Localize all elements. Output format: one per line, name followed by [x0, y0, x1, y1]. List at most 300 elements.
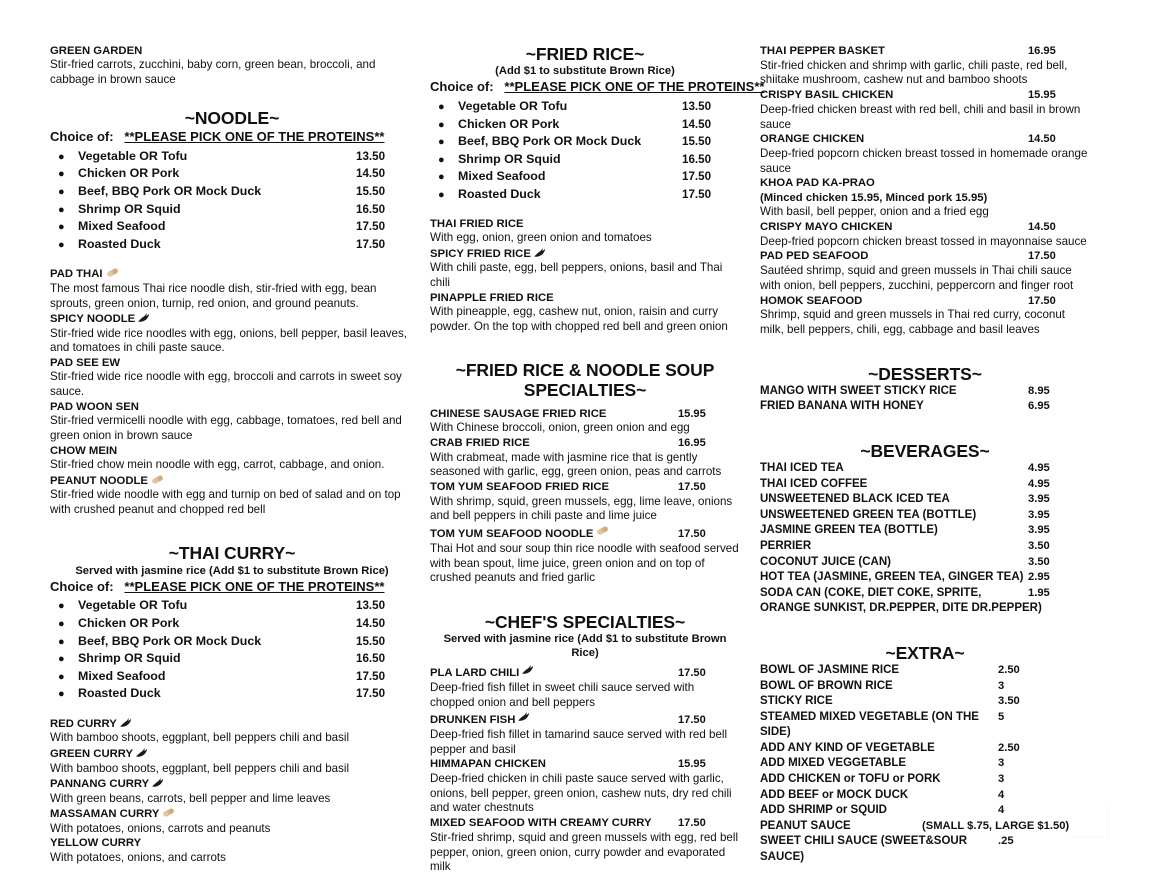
protein-name: Shrimp OR Squid: [78, 651, 181, 666]
item-name: UNSWEETENED GREEN TEA (BOTTLE): [760, 508, 977, 521]
spacer: [430, 586, 740, 612]
item-description: With bamboo shoots, eggplant, bell peppers chili and basil: [50, 761, 350, 775]
item-name: THAI FRIED RICE: [430, 217, 524, 230]
spacer: [50, 88, 414, 108]
menu-item: [50, 746, 414, 776]
item-description: With shrimp, squid, green mussels, egg, lime leave, onions and bell peppers in chili paste and lime juice: [430, 494, 733, 523]
item-name-row: [760, 132, 1090, 147]
protein-price: 16.50: [682, 152, 712, 166]
item-description: Sautéed shrimp, squid and green mussels in Thai chili sauce with onion, bell peppers, zucchini, peppercorn and finger root: [760, 264, 1074, 292]
menu-item: [50, 356, 414, 400]
item-price: 17.50: [678, 528, 706, 541]
item-name: PEANUT NOODLE: [50, 474, 148, 487]
menu-item: [430, 246, 740, 291]
bullet-icon: ●: [438, 153, 445, 166]
item-name-row: [760, 220, 1090, 235]
item-detail: (COKE, DIET COKE, SPRITE,: [824, 586, 982, 599]
item-description: Deep-fried fish fillet in sweet chili sauce served with chopped onion and bell peppers: [430, 680, 695, 709]
list-item[interactable]: [760, 772, 1090, 788]
item-name: ADD MIXED VEGGETABLE: [760, 757, 907, 770]
protein-row[interactable]: [50, 650, 414, 668]
item-description: With potatoes, onions, carrots and peanuts: [50, 821, 271, 835]
item-name: CRISPY MAYO CHICKEN: [760, 221, 893, 234]
item-price: 14.50: [1028, 133, 1056, 146]
list-item[interactable]: [760, 523, 1090, 539]
item-name: CHINESE SAUSAGE FRIED RICE: [430, 407, 607, 420]
item-name-with-detail: [760, 586, 1028, 602]
list-item[interactable]: [760, 756, 1090, 772]
protein-row[interactable]: [50, 148, 414, 166]
protein-price: 17.50: [356, 220, 386, 234]
protein-name: Chicken OR Pork: [78, 166, 180, 181]
item-price: 15.95: [1028, 89, 1056, 102]
peanut-icon: [161, 806, 176, 819]
item-name: ORANGE CHICKEN: [760, 133, 865, 146]
item-name: COCONUT JUICE (CAN): [760, 555, 891, 568]
item-detail: (JASMINE, GREEN TEA, GINGER TEA): [813, 571, 1024, 584]
beverage-list: [760, 461, 1090, 617]
menu-item: [760, 249, 1090, 293]
protein-name: Shrimp OR Squid: [78, 201, 181, 216]
menu-column-middle: [430, 44, 765, 875]
item-name: RED CURRY: [50, 718, 117, 731]
item-name: MIXED SEAFOOD WITH CREAMY CURRY: [430, 817, 652, 830]
menu-item: [50, 473, 414, 518]
item-name: SPICY FRIED RICE: [430, 247, 531, 260]
menu-item: [430, 663, 740, 710]
item-name: ADD SHRIMP or SQUID: [760, 804, 887, 817]
protein-price: 14.50: [356, 617, 386, 631]
item-price: 2.95: [1028, 571, 1050, 584]
item-name-row: [50, 836, 414, 850]
item-description: With Chinese broccoli, onion, green onion and egg: [430, 421, 690, 435]
item-name: PAD THAI: [50, 268, 103, 281]
menu-item: [430, 436, 740, 480]
item-price: 3.95: [1028, 524, 1050, 537]
item-description: The most famous Thai rice noodle dish, stir-fried with egg, bean sprouts, green onion, turnip, red onion, and ground peanuts.: [50, 281, 377, 310]
protein-row[interactable]: [50, 218, 414, 236]
item-name: STICKY RICE: [760, 695, 833, 708]
list-item[interactable]: [760, 570, 1090, 586]
bullet-icon: ●: [58, 221, 65, 234]
spacer: [430, 204, 740, 217]
menu-item: [760, 176, 1090, 220]
item-price: 14.50: [1028, 221, 1056, 234]
item-name: ADD ANY KIND OF VEGETABLE: [760, 741, 935, 754]
item-name: THAI ICED TEA: [760, 462, 844, 475]
protein-price: 17.50: [356, 669, 386, 683]
protein-name: Mixed Seafood: [78, 219, 166, 234]
item-price: 17.50: [678, 817, 706, 830]
spacer: [50, 253, 414, 266]
bullet-icon: ●: [58, 600, 65, 613]
list-item[interactable]: [760, 492, 1090, 508]
menu-column-left: [50, 44, 430, 865]
bullet-icon: ●: [58, 150, 65, 163]
choice-prefix: Choice of:: [50, 128, 114, 144]
item-name: TOM YUM SEAFOOD NOODLE: [430, 528, 594, 541]
protein-row[interactable]: [430, 98, 740, 116]
item-price: 2.50: [998, 741, 1020, 754]
entree-item-list: [760, 44, 1090, 338]
item-description: Deep-fried fish fillet in tamarind sauce served with red bell pepper and basil: [430, 727, 728, 756]
protein-price: 17.50: [356, 687, 386, 701]
item-name: BOWL OF BROWN RICE: [760, 679, 893, 692]
item-price: .25: [998, 835, 1014, 848]
item-name-row: [760, 294, 1090, 309]
noodle-item-list: [50, 266, 414, 517]
item-description: With pineapple, egg, cashew nut, onion, raisin and curry powder. On the top with chopped red bell and green onion: [430, 304, 728, 333]
protein-price: 15.50: [356, 185, 386, 199]
item-name-row: [50, 473, 414, 488]
item-description: With chili paste, egg, bell peppers, onions, basil and Thai chili: [430, 261, 723, 289]
protein-name: Roasted Duck: [78, 236, 161, 251]
protein-price: 17.50: [682, 170, 712, 184]
choice-note: **PLEASE PICK ONE OF THE PROTEINS**: [124, 578, 385, 594]
item-name-row: [430, 710, 740, 728]
menu-item: [760, 132, 1090, 176]
menu-item: [430, 291, 740, 335]
choice-note: **PLEASE PICK ONE OF THE PROTEINS**: [124, 128, 385, 144]
choice-prefix: Choice of:: [430, 79, 494, 95]
protein-row[interactable]: [50, 236, 414, 254]
list-item[interactable]: [760, 555, 1090, 571]
item-name: THAI ICED COFFEE: [760, 477, 868, 490]
item-name-row: [430, 757, 740, 772]
chili-icon: [517, 710, 532, 723]
curry-choice-line: [50, 579, 414, 596]
menu-item: [760, 44, 1090, 88]
item-description: With basil, bell pepper, onion and a fried egg: [760, 205, 989, 219]
dessert-list: [760, 384, 1090, 415]
item-price: 3.50: [998, 695, 1020, 708]
item-description: With green beans, carrots, bell pepper and lime leaves: [50, 791, 331, 805]
protein-row[interactable]: [50, 597, 414, 615]
item-name: ADD CHICKEN or TOFU or PORK: [760, 773, 941, 786]
item-description: Deep-fried popcorn chicken breast tossed in mayonnaise sauce: [760, 234, 1087, 248]
section-title-beverages: ~BEVERAGES~: [860, 440, 990, 461]
protein-row[interactable]: [50, 165, 414, 183]
list-item[interactable]: [760, 539, 1090, 555]
item-name-row: [50, 356, 414, 370]
protein-price: 16.50: [356, 202, 386, 216]
item-name: BOWL OF JASMINE RICE: [760, 663, 900, 676]
item-name: HOMOK SEAFOOD: [760, 294, 863, 307]
protein-price: 13.50: [356, 149, 386, 163]
menu-item: [760, 88, 1090, 132]
list-item[interactable]: [760, 819, 1090, 835]
noodle-protein-list: [50, 148, 414, 254]
menu-item: [430, 407, 740, 436]
protein-name: Vegetable OR Tofu: [78, 148, 188, 163]
menu-item: [50, 776, 414, 806]
spacer: [50, 517, 414, 543]
item-price: 4: [998, 788, 1005, 801]
peanut-icon: [105, 266, 120, 279]
item-name-row: [430, 480, 740, 495]
menu-item: [430, 480, 740, 524]
curry-served-note: Served with jasmine rice (Add $1 to substitute Brown Rice): [75, 564, 389, 577]
menu-item-green-garden: [50, 44, 414, 88]
item-price: 17.50: [678, 714, 706, 727]
bullet-icon: ●: [58, 688, 65, 701]
item-name-row: [430, 816, 740, 831]
protein-price: 17.50: [356, 237, 386, 251]
protein-price: 13.50: [682, 100, 712, 114]
fried-rice-choice-line: [430, 79, 765, 96]
item-name: THAI PEPPER BASKET: [760, 45, 885, 57]
curry-item-list: [50, 716, 414, 865]
list-item[interactable]: [760, 741, 1090, 757]
chili-icon: [151, 776, 166, 789]
item-price: 6.95: [1028, 400, 1050, 413]
protein-row[interactable]: [50, 615, 414, 633]
protein-name: Beef, BBQ Pork OR Mock Duck: [458, 134, 642, 149]
item-price: 15.95: [678, 758, 706, 771]
choice-note: **PLEASE PICK ONE OF THE PROTEINS**: [504, 79, 765, 95]
chili-icon: [521, 663, 536, 676]
item-description: Stir-fried vermicelli noodle with egg, cabbage, tomatoes, red bell and green onion in brown sauce: [50, 414, 402, 442]
item-description: Deep-fried chicken breast with red bell, chili and basil in brown sauce: [760, 102, 1081, 131]
list-item[interactable]: [760, 788, 1090, 804]
protein-row[interactable]: [50, 668, 414, 686]
bullet-icon: ●: [58, 670, 65, 683]
protein-name: Shrimp OR Squid: [458, 151, 561, 166]
list-item[interactable]: [760, 834, 1090, 865]
list-item[interactable]: [760, 710, 1090, 741]
choice-prefix: Choice of:: [50, 578, 114, 594]
item-name: CRAB FRIED RICE: [430, 436, 530, 449]
noodle-choice-line: [50, 129, 414, 146]
chili-icon: [137, 311, 152, 324]
item-name: SWEET CHILI SAUCE (SWEET&SOUR SAUCE): [760, 835, 968, 863]
protein-price: 17.50: [682, 188, 712, 202]
protein-row[interactable]: [430, 133, 740, 151]
protein-row[interactable]: [50, 201, 414, 219]
item-subnote: (Minced chicken 15.95, Minced pork 15.95): [760, 192, 988, 204]
list-item[interactable]: [760, 508, 1090, 524]
protein-row[interactable]: [430, 116, 740, 134]
protein-price: 15.50: [356, 634, 386, 648]
protein-name: Beef, BBQ Pork OR Mock Duck: [78, 184, 262, 199]
bullet-icon: ●: [438, 171, 445, 184]
item-name: KHOA PAD KA-PRAO: [760, 177, 875, 190]
menu-item: [50, 444, 414, 473]
menu-item: [50, 806, 414, 836]
item-name: HOT TEA: [760, 571, 811, 584]
curry-protein-list: [50, 597, 414, 703]
chefs-served-note: Served with jasmine rice (Add $1 to substitute Brown Rice): [443, 633, 727, 660]
fried-rice-served-note: (Add $1 to substitute Brown Rice): [495, 65, 675, 78]
list-item[interactable]: [760, 461, 1090, 477]
item-name-row: [430, 291, 740, 305]
section-title-specialties-line1: ~FRIED RICE & NOODLE SOUP: [455, 360, 715, 381]
item-name: YELLOW CURRY: [50, 837, 142, 850]
chili-icon: [119, 716, 134, 729]
item-name: CHOW MEIN: [50, 444, 118, 457]
item-description: Stir-fried chicken and shrimp with garlic, chili paste, red bell, shiitake mushroom, cashew nut and bamboo shoots: [760, 58, 1068, 87]
item-price: 17.50: [678, 481, 706, 494]
item-description: Stir-fried wide noodle with egg and turnip on bed of salad and on top with crushed peanut and chopped red bell: [50, 487, 401, 516]
item-price: 3.50: [1028, 555, 1050, 568]
item-price: 2.50: [998, 663, 1020, 676]
protein-row[interactable]: [430, 151, 740, 169]
menu-item: [760, 220, 1090, 249]
extra-list: [760, 663, 1090, 866]
item-name-with-detail: [760, 570, 1028, 586]
menu-columns: [50, 44, 1109, 874]
list-item[interactable]: [760, 679, 1090, 695]
protein-price: 14.50: [356, 167, 386, 181]
menu-item: [430, 524, 740, 586]
section-title-extra: ~EXTRA~: [885, 642, 965, 663]
bullet-icon: ●: [438, 101, 445, 114]
item-name-row: [50, 806, 414, 821]
menu-item: [760, 294, 1090, 338]
item-name: CRISPY BASIL CHICKEN: [760, 89, 894, 102]
item-name-row: [50, 716, 414, 731]
list-item[interactable]: [760, 663, 1090, 679]
protein-name: Roasted Duck: [458, 187, 541, 202]
chili-icon: [135, 746, 150, 759]
item-name-row: [430, 217, 740, 231]
item-price: 17.50: [1028, 250, 1056, 263]
item-description: Stir-fried chow mein noodle with egg, carrot, cabbage, and onion.: [50, 457, 385, 471]
item-name: PERRIER: [760, 539, 812, 552]
bullet-icon: ●: [438, 189, 445, 202]
list-item[interactable]: [760, 399, 1090, 415]
item-price: 3.95: [1028, 508, 1050, 521]
item-name: UNSWEETENED BLACK ICED TEA: [760, 493, 950, 506]
item-name: GREEN CURRY: [50, 748, 134, 761]
item-name: STEAMED MIXED VEGETABLE (ON THE SIDE): [760, 710, 979, 739]
protein-price: 15.50: [682, 135, 712, 149]
item-name: PAD PED SEAFOOD: [760, 250, 869, 263]
item-name: JASMINE GREEN TEA (BOTTLE): [760, 524, 938, 537]
item-name-row: [50, 400, 414, 414]
list-item[interactable]: [760, 694, 1090, 710]
item-name-row: [430, 407, 740, 422]
section-title-desserts: ~DESSERTS~: [868, 363, 982, 384]
item-name-row: [430, 663, 740, 681]
protein-name: Vegetable OR Tofu: [78, 598, 188, 613]
item-price: 8.95: [1028, 384, 1050, 397]
protein-row[interactable]: [430, 168, 740, 186]
item-name: FRIED BANANA WITH HONEY: [760, 400, 924, 413]
item-description: With egg, onion, green onion and tomatoes: [430, 231, 652, 245]
bullet-icon: ●: [438, 118, 445, 131]
protein-row[interactable]: [430, 186, 740, 204]
item-description: Stir-fried carrots, zucchini, baby corn, green bean, broccoli, and cabbage in brown sauce: [50, 58, 376, 87]
bullet-icon: ●: [58, 186, 65, 199]
item-name: DRUNKEN FISH: [430, 714, 516, 727]
menu-item: [50, 836, 414, 865]
item-name: SPICY NOODLE: [50, 313, 136, 326]
item-name: MASSAMAN CURRY: [50, 808, 160, 821]
item-price: (SMALL $.75, LARGE $1.50): [922, 819, 1070, 832]
menu-column-right: [760, 44, 1090, 866]
menu-item: [430, 757, 740, 816]
bullet-icon: ●: [58, 653, 65, 666]
item-description: Deep-fried chicken in chili paste sauce served with garlic, onions, bell pepper, green onion, cashew nuts, dry red chili and water chestnuts: [430, 772, 732, 815]
protein-row[interactable]: [50, 183, 414, 201]
item-name: PINAPPLE FRIED RICE: [430, 291, 554, 304]
item-price: 15.95: [678, 407, 706, 420]
list-item[interactable]: [760, 586, 1090, 602]
spacer: [760, 617, 1090, 643]
protein-name: Beef, BBQ Pork OR Mock Duck: [78, 633, 262, 648]
item-name: ADD BEEF or MOCK DUCK: [760, 788, 909, 801]
menu-item: [50, 716, 414, 746]
menu-item: [430, 816, 740, 875]
list-item[interactable]: [760, 384, 1090, 400]
specialty-item-list: [430, 407, 740, 586]
item-name-row: [50, 311, 414, 326]
item-price: 3: [998, 757, 1005, 770]
chili-icon: [533, 246, 548, 259]
item-name-row: [430, 246, 740, 261]
item-name-row: [50, 266, 414, 281]
item-price: 3: [998, 679, 1005, 692]
protein-price: 14.50: [682, 117, 712, 131]
menu-item: [430, 710, 740, 757]
protein-row[interactable]: [50, 685, 414, 703]
item-name-row: [760, 44, 1090, 59]
item-description: Stir-fried shrimp, squid and green mussels with egg, red bell pepper, onion, green onion, curry powder and evaporated milk: [430, 830, 739, 874]
item-price: 17.50: [678, 667, 706, 680]
peanut-icon: [595, 524, 610, 537]
item-name-row: [430, 436, 740, 451]
item-price: 3: [998, 773, 1005, 786]
item-price: 4.95: [1028, 477, 1050, 490]
item-name: HIMMAPAN CHICKEN: [430, 758, 546, 771]
item-name-row: [50, 776, 414, 791]
protein-row[interactable]: [50, 633, 414, 651]
fried-rice-protein-list: [430, 98, 740, 204]
item-price: 1.95: [1028, 586, 1050, 599]
protein-name: Roasted Duck: [78, 686, 161, 701]
spacer: [760, 338, 1090, 364]
item-name-row: [430, 524, 740, 542]
item-name: PAD WOON SEN: [50, 400, 139, 413]
section-title-fried-rice: ~FRIED RICE~: [525, 44, 645, 64]
list-item[interactable]: [760, 477, 1090, 493]
section-title-thai-curry: ~THAI CURRY~: [168, 543, 296, 564]
item-price: 5: [998, 710, 1005, 723]
protein-name: Mixed Seafood: [78, 668, 166, 683]
section-title-noodle: ~NOODLE~: [184, 107, 280, 128]
item-price: 16.95: [1028, 45, 1056, 57]
item-name: MANGO WITH SWEET STICKY RICE: [760, 384, 957, 397]
item-price: 3.50: [1028, 539, 1050, 552]
peanut-icon: [150, 473, 165, 486]
item-name: PAD SEE EW: [50, 357, 121, 370]
bullet-icon: ●: [58, 238, 65, 251]
bullet-icon: ●: [58, 203, 65, 216]
bullet-icon: ●: [58, 168, 65, 181]
item-description: Thai Hot and sour soup thin rice noodle with seafood served with bean spout, lime juice, green onion and on top of crushed peanuts and fried garlic: [430, 541, 739, 585]
item-name: PEANUT SAUCE: [760, 819, 851, 832]
menu-item: [430, 217, 740, 246]
item-name-row: [760, 176, 1090, 191]
protein-name: Chicken OR Pork: [458, 116, 560, 131]
item-description: Stir-fried wide rice noodle with egg, broccoli and carrots in sweet soy sauce.: [50, 370, 402, 399]
list-item[interactable]: [760, 803, 1090, 819]
item-description: Deep-fried popcorn chicken breast tossed in homemade orange sauce: [760, 146, 1088, 175]
chefs-item-list: [430, 663, 740, 875]
item-price: 17.50: [1028, 294, 1056, 307]
item-name-row: [50, 746, 414, 761]
